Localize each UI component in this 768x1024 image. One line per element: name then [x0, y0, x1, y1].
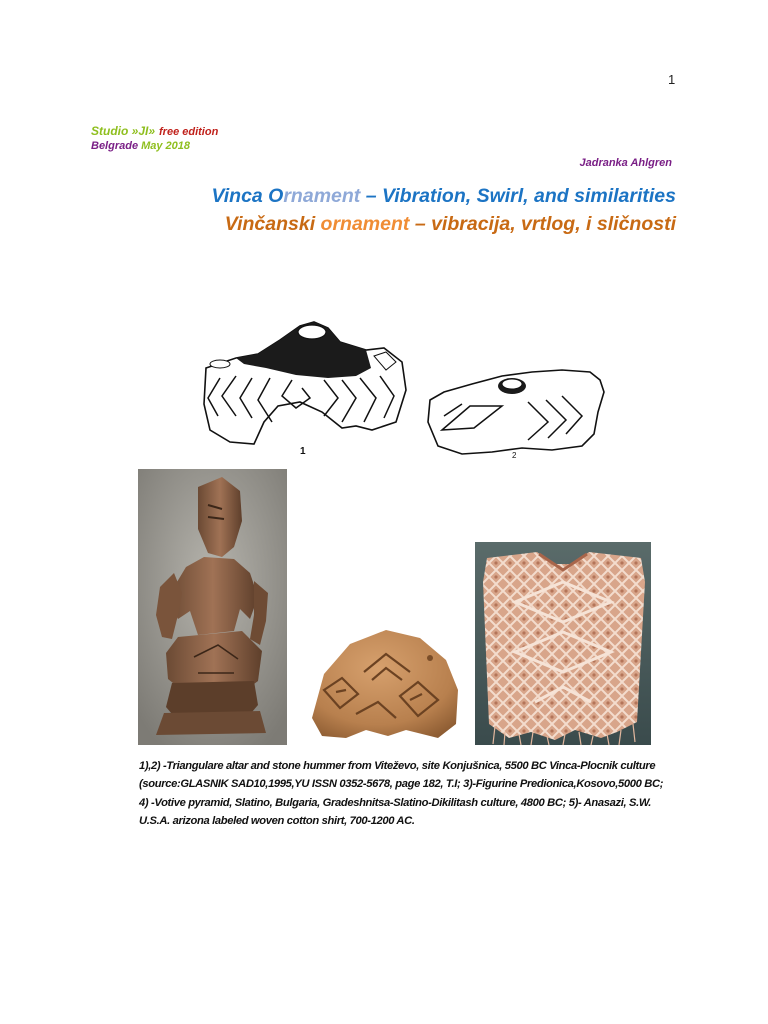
altar-drawing	[196, 318, 420, 468]
author: Jadranka Ahlgren	[579, 157, 672, 169]
woven-shirt-photo	[475, 542, 651, 745]
title-sr-part1: Vinčanski	[224, 213, 321, 235]
title-serbian	[225, 213, 676, 236]
title-en-part2: rnament	[283, 185, 361, 207]
title-en-part1: Vinca O	[211, 185, 284, 207]
edition-label: free edition	[159, 126, 219, 138]
caption-line: U.S.A. arizona labeled woven cotton shirt, 700-1200 AC.	[139, 814, 415, 827]
title-en-part3: – Vibration, Swirl, and similarities	[360, 185, 676, 207]
studio-line	[91, 124, 218, 138]
city: Belgrade	[91, 140, 139, 152]
hammer-drawing	[422, 362, 612, 462]
title-english	[211, 185, 676, 208]
figure-label-1: 1	[300, 446, 306, 457]
date: May 2018	[141, 140, 191, 152]
figurine-photo	[138, 469, 287, 745]
city-date-line	[91, 140, 190, 152]
studio-name: Studio »JI»	[91, 124, 156, 138]
votive-pyramid-photo	[306, 620, 466, 745]
figure-label-2: 2	[512, 451, 517, 460]
caption-line: 4) -Votive pyramid, Slatino, Bulgaria, Gradeshnitsa-Slatino-Dikilitash culture, 4800 BC; 5)- Anasazi, S.W.	[139, 796, 652, 809]
title-sr-part3: – vibracija, vrtlog, i sličnosti	[409, 213, 676, 235]
title-sr-part2: ornament	[320, 213, 410, 235]
figure-caption	[139, 757, 699, 830]
caption-line: 1),2) -Triangulare altar and stone hummer from Viteževo, site Konjušnica, 5500 BC Vinca-Plocnik culture	[139, 760, 656, 772]
caption-line: (source:GLASNIK SAD10,1995,YU ISSN 0352-5678, page 182, T.I; 3)-Figurine Predionica,Kosovo,5000 BC;	[139, 778, 664, 791]
page-number: 1	[668, 72, 676, 87]
